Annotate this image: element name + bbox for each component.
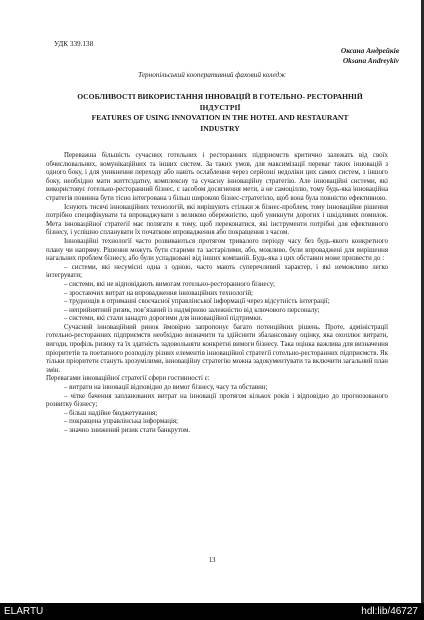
list-item-3: – зростаючих витрат на впровадження інноваційних технологій; [64, 289, 253, 297]
handle-identifier: hdl:lib/46727 [361, 606, 418, 617]
paragraph-2: Існують тисячі інноваційних технологій, які вирішують стільки ж бізнес-проблем, тому інноваційне рішення потрібно специфікувати та впроваджувати з великою обережністю, щоб уникнути дорогих і шкідливих помилок. Мета інноваційної стратегії має полягати в тому, щоб переконатися, які інструменти потрібні для ефективного бізнесу, і успішно спланувати їх початкове впровадження або покращення з часом. [46, 203, 388, 237]
author-name-en: Oksana Andreykiv [342, 56, 399, 65]
udk-code: УДК 339.138 [54, 40, 94, 48]
article-body [46, 152, 388, 436]
list-item-11: – значно знижений ризик стати банкрутом. [64, 427, 191, 434]
list-item-6: – системи, які стали занадто дорогими для інноваційної підтримки. [64, 315, 263, 323]
title-ua-line1: ОСОБЛИВОСТІ ВИКОРИСТАННЯ ІННОВАЦІЙ В ГОТЕЛЬНО- РЕСТОРАННІЙ [77, 92, 363, 101]
author-affiliation: Тернопільський кооперативний фаховий коледж [138, 71, 286, 79]
list-item-10: – покращена управлінська інформація; [64, 418, 178, 426]
repository-name: ELARTU [4, 606, 44, 617]
title-en-line1: FEATURES OF USING INNOVATION IN THE HOTEL AND RESTAURANT [91, 113, 349, 122]
list-item-8: – чітке бачення запланованих витрат на інновації протягом кількох років і відповідно до прогнозованого розвитку бізнесу; [46, 392, 388, 409]
title-en-line2: INDUSTRY [200, 123, 240, 133]
author-name-ua: Оксана Андрейків [340, 46, 399, 55]
paragraph-3: Інноваційні технології часто розвиваються протягом тривалого періоду часу без будь-якого конкретного плану чи напряму. Рішення можуть бути старими та застарілими, або, можливо, були впроваджені для вирішення нагальних проблем бізнесу, або були успадковані від інших компаній. Будь-яка з цих обставин може призвести до : [46, 237, 388, 263]
list-item-2: – системи, які не відповідають вимогам готельно-ресторанного бізнесу; [64, 280, 275, 288]
page-number: 13 [208, 556, 216, 564]
list-item-5: – неприйнятний ризик, пов’язаний із надмірною залежністю від ключового персоналу; [64, 306, 320, 314]
list-item-4: – труднощів в отриманні своєчасної управлінської інформації через відсутність інтеграції; [64, 298, 330, 306]
paragraph-1: Переважна більшість сучасних готельних і ресторанних підприємств критично залежать від своїх обчислювальних, комунікаційних та інших систем. За таких умов, для максимізації переваг таких інновацій з одного боку, і для уникнення переходу або навіть ослаблення через серйозні недоліки цих самих систем, з іншого боку, необхідно мати життєздатну, комплексну та сучасну інноваційну стратегію. Але інноваційні системи, які використовує готельно-ресторанний бізнес, є засобом досягнення мети, а не самоціллю, тому будь-яка інноваційна стратегія повинна бути тісно інтегрована з більш широкою бізнес-стратегією, щоб вона була повністю ефективною. [46, 152, 388, 202]
list-item-1: – системи, які несумісні одна з одною, часто мають суперечливий характер, і які неможливо легко інтегрувати; [46, 263, 388, 280]
paragraph-4: Сучасний інноваційний ринок ймовірно запропонує багато потенційних рішень. Проте, адміністрації готельно-ресторанних підприємств необхідно визначити та здійснити збалансовану оцінку, яка охоплює витрати, вигоди, профіль ризику та їх здатність задовольняти конкретні вимоги бізнесу. Така оцінка важлива для визначення пріоритетів та поетапного розподілу різних елементів інноваційної стратегії готельно-ресторанних підприємств. Як тільки пріоритети стануть зрозумілими, інноваційну стратегію можна задокументувати та включити загальний план змін. [46, 323, 388, 374]
repository-footer-bar [0, 603, 424, 620]
title-ua-line2: ІНДУСТРІЇ [199, 102, 241, 112]
article-title [40, 92, 400, 134]
list-item-9: – більш надійне бюджетування; [64, 409, 158, 417]
paragraph-5: Перевагами інноваційної стратегії сфери гостинності є: [46, 375, 210, 383]
list-item-7: – витрати на інновації відповідно до вимог бізнесу, часу та обставин; [64, 384, 268, 392]
